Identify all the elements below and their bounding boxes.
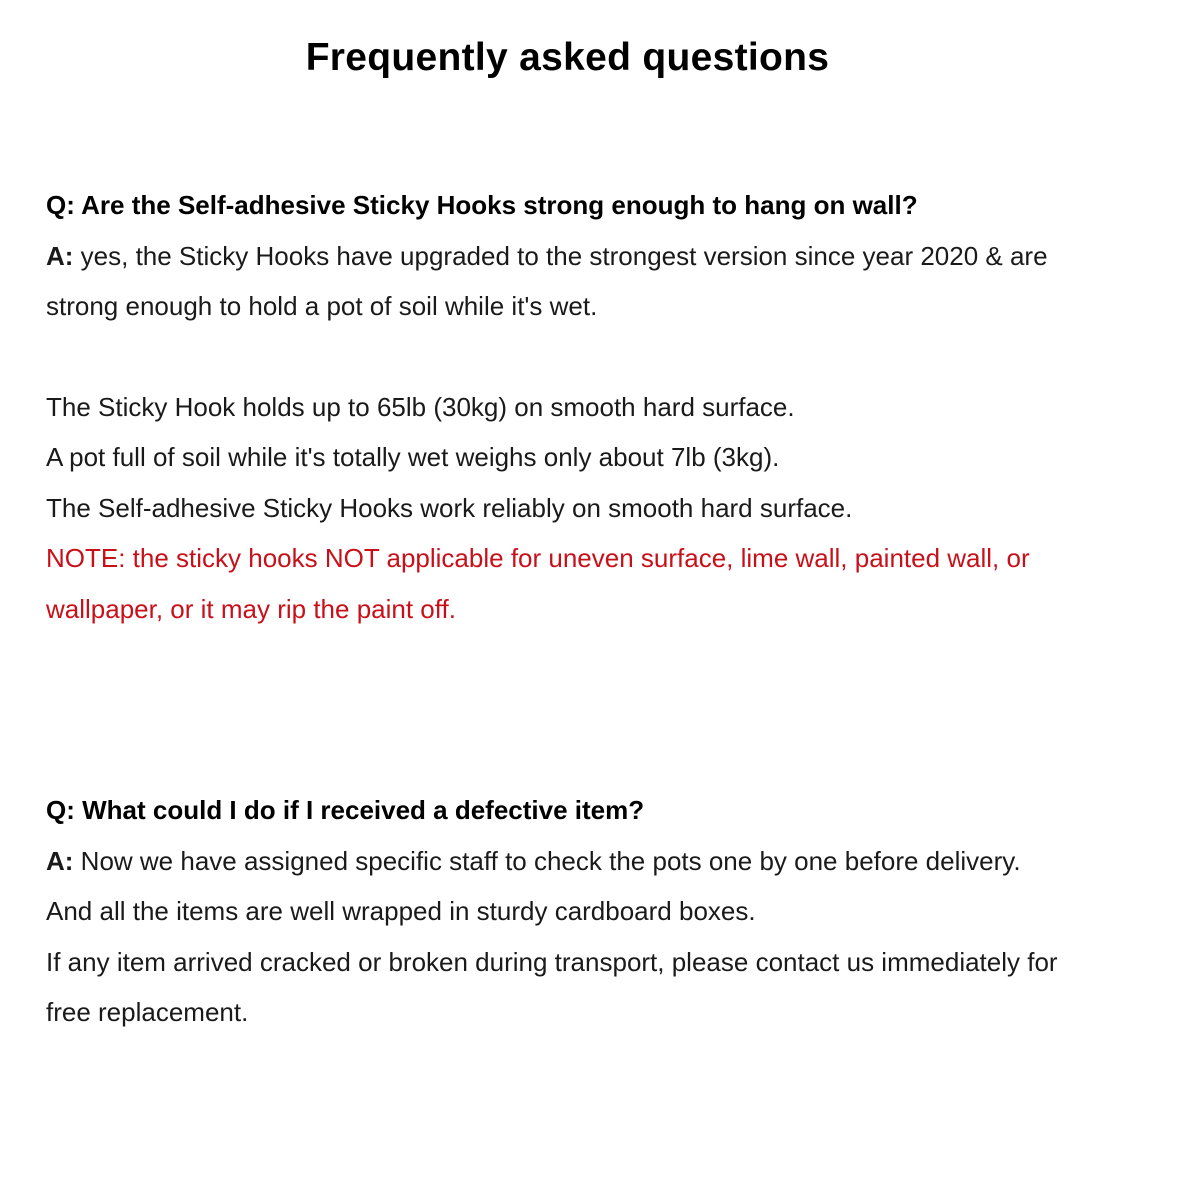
faq-answer-line (46, 231, 1176, 282)
faq-question: Q: What could I do if I received a defective item? (46, 795, 645, 825)
page-title: Frequently asked questions (305, 36, 830, 79)
faq-answer-line (46, 836, 1176, 887)
paragraph-gap (46, 332, 1176, 382)
faq-item-defective-item (46, 785, 1176, 1038)
answer-text: yes, the Sticky Hooks have upgraded to the strongest version since year 2020 & are (73, 240, 1048, 271)
faq-detail-line: The Self-adhesive Sticky Hooks work reliably on smooth hard surface. (46, 492, 853, 523)
faq-question: Q: Are the Self-adhesive Sticky Hooks strong enough to hang on wall? (46, 190, 918, 220)
faq-answer-line: strong enough to hold a pot of soil while it's wet. (46, 291, 598, 321)
faq-detail-line: The Sticky Hook holds up to 65lb (30kg) on smooth hard surface. (46, 391, 795, 422)
faq-note-line: wallpaper, or it may rip the paint off. (46, 593, 456, 624)
faq-detail-line: A pot full of soil while it's totally wet weighs only about 7lb (3kg). (46, 442, 780, 472)
faq-item-adhesive-hooks (46, 180, 1176, 634)
answer-text: Now we have assigned specific staff to check the pots one by one before delivery. (73, 845, 1021, 876)
faq-answer-line: If any item arrived cracked or broken during transport, please contact us immediately for (46, 946, 1058, 977)
faq-note-line: NOTE: the sticky hooks NOT applicable for uneven surface, lime wall, painted wall, or (46, 543, 1030, 573)
faq-answer-line: free replacement. (46, 997, 249, 1027)
answer-prefix: A: (46, 240, 74, 271)
faq-answer-line: And all the items are well wrapped in sturdy cardboard boxes. (46, 896, 756, 926)
answer-prefix: A: (46, 845, 74, 876)
